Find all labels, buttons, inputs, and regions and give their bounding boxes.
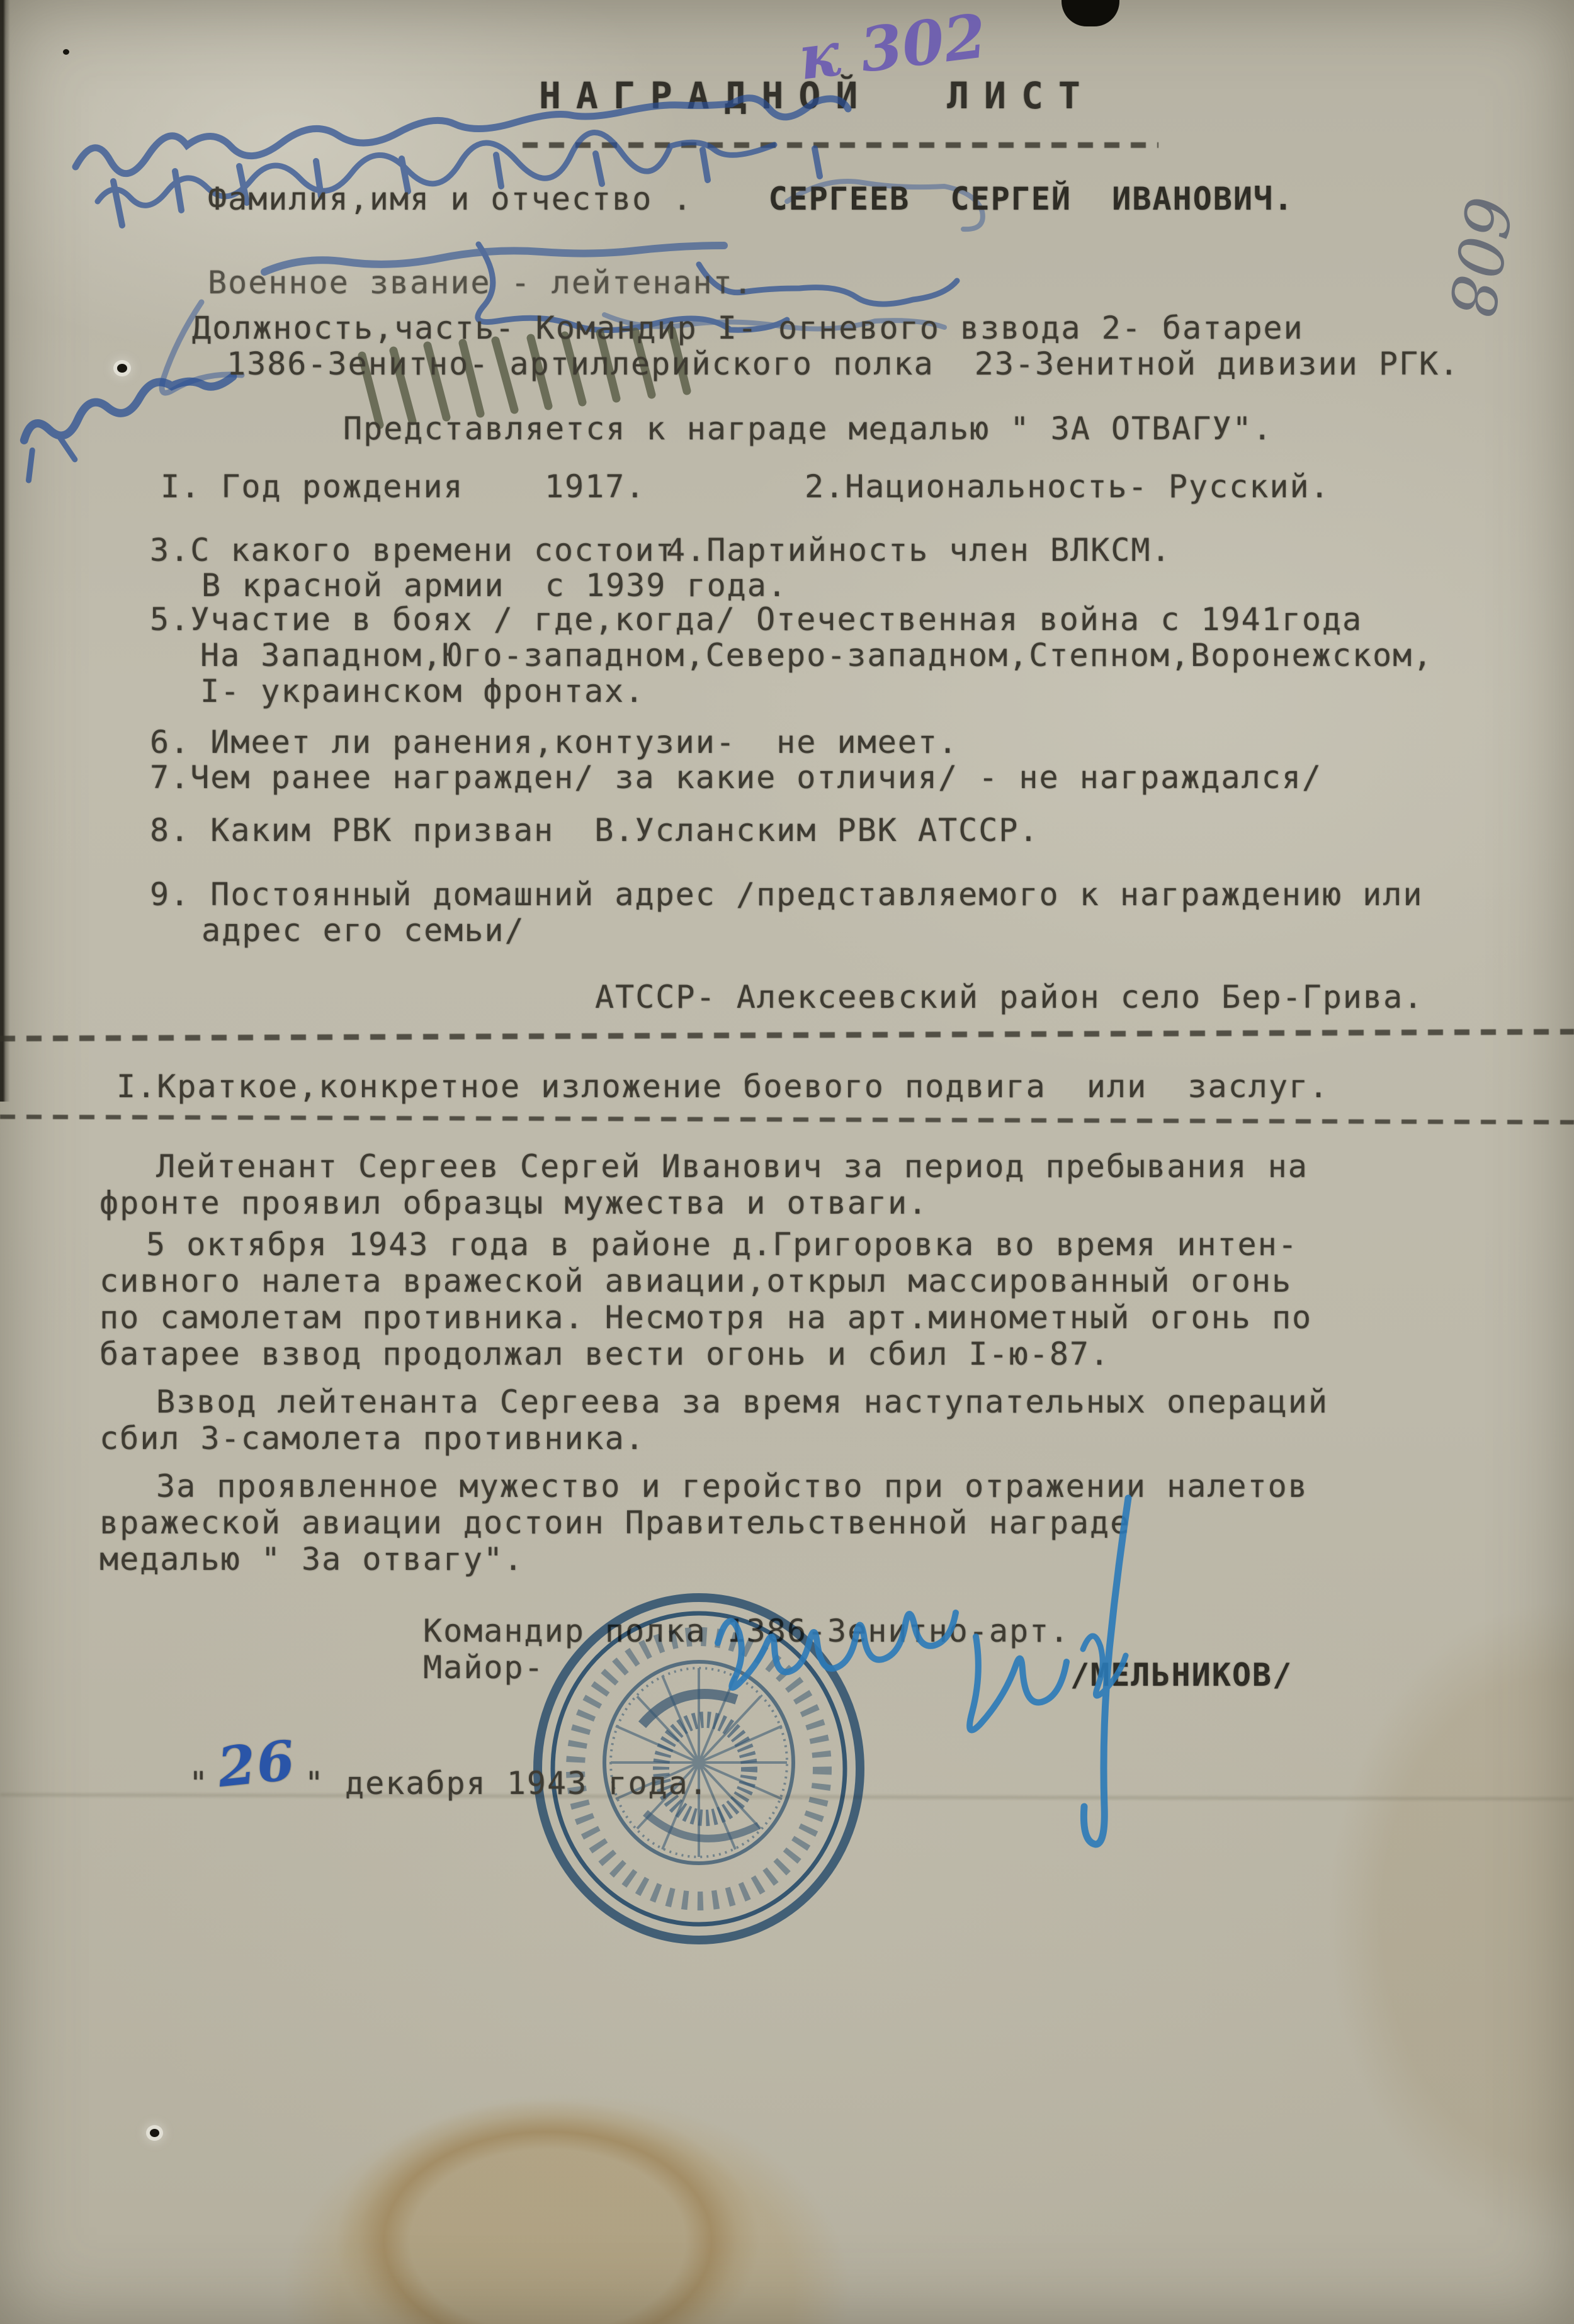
page-title: НАГРАДНОЙ ЛИСТ [539, 74, 1096, 117]
item-2-nationality: 2.Национальность- Русский. [805, 468, 1330, 505]
position-line-2: 1386-Зенитно- артиллерийского полка 23-Зенитной дивизии РГК. [227, 346, 1460, 382]
handwritten-archive-number: к 302 [795, 0, 990, 94]
item-5-battles-line-3: I- украинском фронтах. [200, 673, 645, 709]
handwritten-date-day: 26 [215, 1728, 299, 1800]
item-9-address-line-1: 9. Постоянный домашний адрес /представляемого к награждению или [150, 876, 1424, 913]
gap [693, 181, 768, 217]
item-1-birth-year: I. Год рождения 1917. [161, 468, 646, 505]
handwritten-side-number: 608 [1434, 192, 1526, 322]
citation-line: вражеской авиации достоин Правительственной награде [99, 1504, 1131, 1541]
handwriting-scribble [9, 365, 248, 466]
date-line [189, 1728, 709, 1807]
item-5-battles-line-1: 5.Участие в боях / где,когда/ Отечественная война с 1941года [150, 601, 1363, 638]
item-4-party: 4.Партийность член ВЛКСМ. [666, 532, 1172, 568]
commander-line-2: Майор- [423, 1649, 545, 1686]
citation-line: Лейтенант Сергеев Сергей Иванович за период пребывания на [156, 1148, 1308, 1185]
item-9-address-line-3: АТССР- Алексеевский район село Бер-Грива. [595, 979, 1424, 1015]
section-heading: I.Краткое,конкретное изложение боевого подвига или заслуг. [116, 1068, 1330, 1105]
item-6-wounds: 6. Имеет ли ранения,контузии- не имеет. [150, 724, 959, 760]
scan-edge [0, 0, 10, 1102]
section-divider [0, 1029, 1574, 1042]
citation-line: За проявленное мужество и геройство при отражении налетов [156, 1468, 1308, 1504]
signature-ink [680, 1486, 1278, 1888]
item-5-battles-line-2: На Западном,Юго-западном,Северо-западном,Степном,Воронежском, [200, 637, 1434, 674]
commander-line-1: Командир полка 1386-Зенитно-арт. [423, 1613, 1070, 1649]
section-divider [0, 1115, 1574, 1125]
item-8-drafted-by: 8. Каким РВК призван В.Усланским РВК АТССР. [150, 812, 1039, 849]
citation-line: 5 октября 1943 года в районе д.Григоровка во время интен- [146, 1226, 1298, 1263]
position-line-1: Должность,часть- Командир I- огневого взвода 2- батареи [192, 310, 1304, 346]
award-line: Представляется к награде медалью " ЗА ОТВАГУ". [343, 410, 1273, 447]
citation-line: фронте проявил образцы мужества и отваги. [99, 1185, 929, 1221]
name-line [208, 181, 1294, 217]
date-rest: " декабря 1943 года. [304, 1765, 709, 1802]
citation-line: сбил 3-самолета противника. [99, 1420, 645, 1457]
paper-hole [150, 2129, 159, 2137]
rank-line: Военное звание - лейтенант. [208, 264, 754, 301]
paper-hole [63, 49, 69, 55]
citation-line: Взвод лейтенанта Сергеева за время наступательных операций [156, 1384, 1328, 1420]
item-3-service-since: 3.С какого времени состоит [150, 532, 676, 568]
paper-notch [1062, 0, 1119, 26]
name-label: Фамилия,имя и отчество . [208, 181, 693, 217]
citation-line: по самолетам противника. Несмотря на арт.минометный огонь по [99, 1299, 1313, 1336]
citation-line: медалью " За отвагу". [99, 1541, 524, 1577]
citation-line: сивного налета вражеской авиации,открыл массированный огонь [99, 1263, 1293, 1299]
item-3-continued: В красной армии с 1939 года. [201, 567, 788, 604]
date-quote-open: " [189, 1765, 210, 1802]
item-9-address-line-2: адрес его семьи/ [201, 912, 525, 949]
name-value: СЕРГЕЕВ СЕРГЕЙ ИВАНОВИЧ. [768, 181, 1294, 217]
commander-name: /МЕЛЬНИКОВ/ [1070, 1657, 1293, 1693]
item-7-previous-awards: 7.Чем ранее награжден/ за какие отличия/ - не награждался/ [150, 759, 1322, 796]
citation-line: батарее взвод продолжал вести огонь и сбил I-ю-87. [99, 1336, 1111, 1372]
